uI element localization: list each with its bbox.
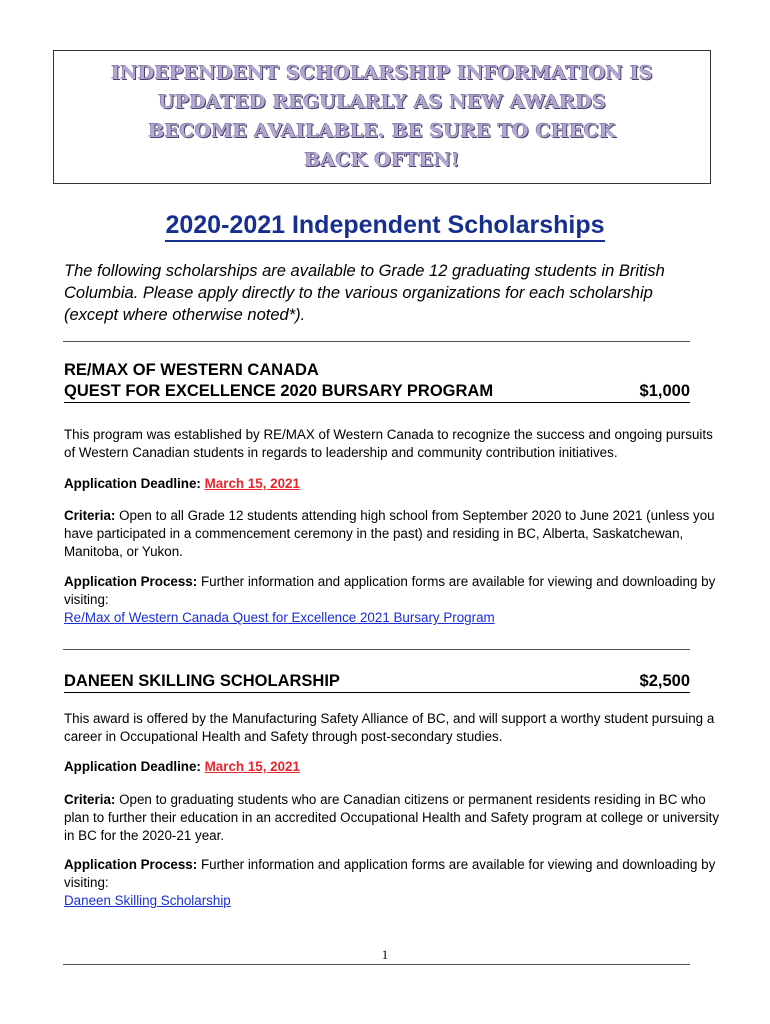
scholarship-title-row [64, 671, 690, 693]
scholarship-org: RE/MAX OF WESTERN CANADA [64, 361, 319, 379]
divider [63, 341, 690, 342]
scholarship-description: This award is offered by the Manufacturing Safety Alliance of BC, and will support a worthy student pursuing a career in Occupational Health and Safety through post-secondary studies. [64, 711, 715, 744]
divider [63, 649, 690, 650]
process-text: Further information and application forms are available for viewing and downloading by visiting: [64, 857, 716, 890]
criteria-text: Open to graduating students who are Canadian citizens or permanent residents residing in BC who plan to further their education in an accredited Occupational Health and Safety program at college or university in BC for the 2020-21 year. [64, 792, 720, 843]
scholarship-header [64, 671, 690, 693]
process-text: Further information and application forms are available for viewing and downloading by visiting: [64, 574, 716, 607]
notice-box [53, 50, 711, 184]
page-number: 1 [381, 947, 389, 962]
page-title [0, 211, 770, 240]
page-title-text: 2020-2021 Independent Scholarships [165, 211, 604, 242]
criteria-text: Open to all Grade 12 students attending high school from September 2020 to June 2021 (unless you have participated in a commencement ceremony in the past) and residing in BC, Alberta, Saskatchewan, Manitoba, or Yukon. [64, 508, 715, 559]
intro-text: The following scholarships are available to Grade 12 graduating students in British Columbia. Please apply directly to the various organizations for each scholarship (except where otherwise noted*). [64, 262, 665, 324]
scholarship-amount: $2,500 [639, 672, 690, 690]
notice-line: INDEPENDENT SCHOLARSHIP INFORMATION IS [111, 62, 653, 84]
process-label: Application Process: [64, 857, 198, 872]
process-paragraph [64, 573, 724, 627]
criteria-paragraph [64, 791, 724, 845]
notice-line: BECOME AVAILABLE. BE SURE TO CHECK [148, 120, 616, 142]
deadline-label: Application Deadline: [64, 759, 201, 774]
scholarship-amount: $1,000 [639, 382, 690, 400]
deadline-date: March 15, 2021 [204, 759, 300, 774]
scholarship-name: DANEEN SKILLING SCHOLARSHIP [64, 672, 340, 690]
deadline-label: Application Deadline: [64, 476, 201, 491]
deadline-line [64, 758, 724, 776]
process-label: Application Process: [64, 574, 198, 589]
criteria-paragraph [64, 507, 724, 561]
criteria-label: Criteria: [64, 792, 116, 807]
scholarship-link-remax[interactable]: Re/Max of Western Canada Quest for Excellence 2021 Bursary Program [64, 610, 495, 625]
scholarship-link-daneen[interactable]: Daneen Skilling Scholarship [64, 893, 231, 908]
notice-line: BACK OFTEN! [304, 149, 460, 171]
scholarship-header [64, 360, 690, 403]
scholarship-title-row [64, 381, 690, 403]
scholarship-description: This program was established by RE/MAX of Western Canada to recognize the success and ongoing pursuits of Western Canadian students in regards to leadership and community contribution initiatives. [64, 427, 713, 460]
process-paragraph [64, 856, 724, 910]
criteria-label: Criteria: [64, 508, 116, 523]
notice-line: UPDATED REGULARLY AS NEW AWARDS [158, 91, 606, 113]
deadline-line [64, 475, 724, 493]
footer-rule [63, 964, 690, 965]
deadline-date: March 15, 2021 [204, 476, 300, 491]
scholarship-name: QUEST FOR EXCELLENCE 2020 BURSARY PROGRAM [64, 382, 494, 400]
